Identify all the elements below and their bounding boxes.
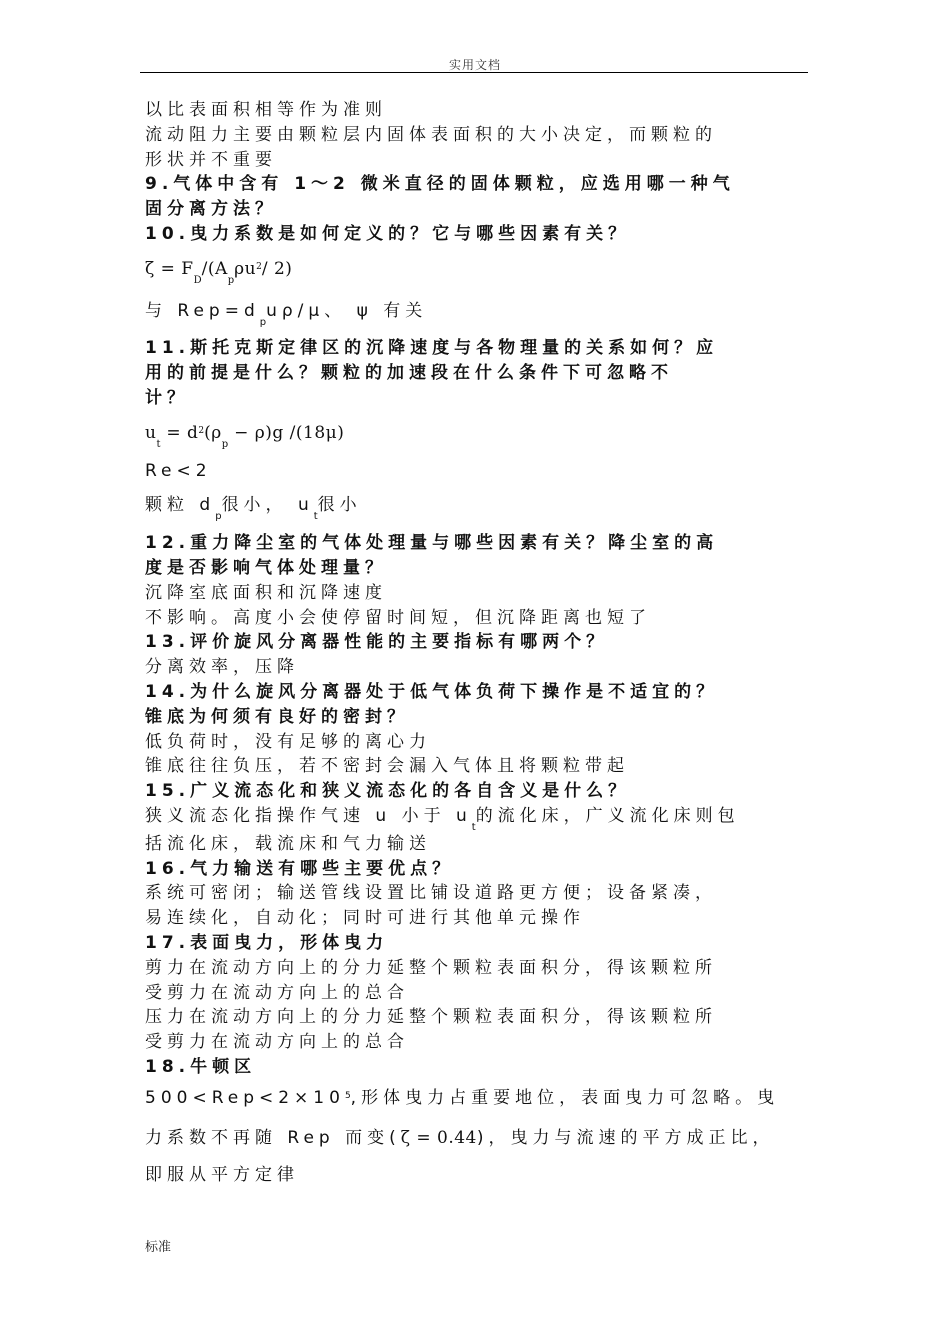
answer-17-line-3: 压力在流动方向上的分力延整个颗粒表面积分，得该颗粒所 bbox=[145, 1007, 717, 1028]
question-12-line-2: 度是否影响气体处理量？ bbox=[145, 557, 387, 578]
question-14-line-1: 14.为什么旋风分离器处于低气体负荷下操作是不适宜的？ bbox=[145, 681, 719, 702]
answer-16-line-2: 易连续化，自动化；同时可进行其他单元操作 bbox=[145, 908, 585, 929]
answer-18-line-3: 即服从平方定律 bbox=[145, 1164, 299, 1185]
question-11-line-2: 用的前提是什么？颗粒的加速段在什么条件下可忽略不 bbox=[145, 363, 673, 384]
question-13: 13.评价旋风分离器性能的主要指标有哪两个？ bbox=[145, 632, 609, 653]
answer-17-line-1: 剪力在流动方向上的分力延整个颗粒表面积分，得该颗粒所 bbox=[145, 957, 717, 978]
question-9-line-2: 固分离方法？ bbox=[145, 199, 277, 220]
stokes-velocity-formula: $u_t = d^2(\rho_p - \rho)g$ /(18μ) bbox=[145, 422, 345, 450]
particle-condition: 颗粒 $d_p$很小， $u_t$很小 bbox=[145, 495, 362, 523]
question-11-line-3: 计？ bbox=[145, 387, 189, 408]
question-17: 17.表面曳力，形体曳力 bbox=[145, 932, 389, 953]
answer-14-line-1: 低负荷时，没有足够的离心力 bbox=[145, 731, 431, 752]
question-18: 18.牛顿区 bbox=[145, 1056, 257, 1077]
question-10: 10.曳力系数是如何定义的？它与哪些因素有关？ bbox=[145, 223, 631, 244]
answer-18-line-1: $500<Rep<2\times 10^5$,形体曳力占重要地位，表面曳力可忽略。曳 bbox=[145, 1087, 780, 1108]
answer-14-line-2: 锥底往往负压，若不密封会漏入气体且将颗粒带起 bbox=[145, 756, 629, 777]
question-14-line-2: 锥底为何须有良好的密封？ bbox=[145, 706, 409, 727]
question-9-line-1: 9.气体中含有 1～2 微米直径的固体颗粒，应选用哪一种气 bbox=[145, 174, 735, 195]
drag-coefficient-formula: $\zeta = F_D/(A_p\rho u^2/$ 2) bbox=[145, 258, 293, 286]
answer-13: 分离效率，压降 bbox=[145, 657, 299, 678]
answer-17-line-2: 受剪力在流动方向上的总合 bbox=[145, 982, 409, 1003]
question-12-line-1: 12.重力降尘室的气体处理量与哪些因素有关？降尘室的高 bbox=[145, 533, 719, 554]
answer-12-line-2: 不影响。高度小会使停留时间短，但沉降距离也短了 bbox=[145, 607, 651, 628]
answer-17-line-4: 受剪力在流动方向上的总合 bbox=[145, 1032, 409, 1053]
reynolds-line: 与 $Rep=d_pu\rho/\mu$、 ψ 有关 bbox=[145, 300, 428, 328]
answer-15-line-2: 括流化床，载流床和气力输送 bbox=[145, 833, 431, 854]
text-line: 以比表面积相等作为准则 bbox=[145, 100, 387, 120]
text-line: 形状并不重要 bbox=[145, 149, 277, 170]
answer-16-line-1: 系统可密闭；输送管线设置比铺设道路更方便；设备紧凑， bbox=[145, 883, 717, 904]
page-footer: 标准 bbox=[145, 1240, 172, 1255]
header-rule bbox=[140, 72, 808, 73]
page-header: 实用文档 bbox=[448, 58, 501, 72]
answer-18-line-2: 力系数不再随 Rep 而变(ζ = 0.44)，曳力与流速的平方成正比， bbox=[145, 1127, 775, 1148]
question-11-line-1: 11.斯托克斯定律区的沉降速度与各物理量的关系如何？应 bbox=[145, 338, 719, 359]
question-15: 15.广义流态化和狭义流态化的各自含义是什么？ bbox=[145, 781, 631, 802]
text-line: 流动阻力主要由颗粒层内固体表面积的大小决定，而颗粒的 bbox=[145, 124, 717, 145]
question-16: 16.气力输送有哪些主要优点？ bbox=[145, 858, 455, 879]
document-body bbox=[145, 98, 805, 1194]
answer-15-line-1: 狭义流态化指操作气速 u 小于 $u_t$的流化床，广义流化床则包 bbox=[145, 805, 740, 833]
answer-12-line-1: 沉降室底面积和沉降速度 bbox=[145, 582, 387, 603]
reynolds-condition: Re<2 bbox=[145, 460, 212, 481]
